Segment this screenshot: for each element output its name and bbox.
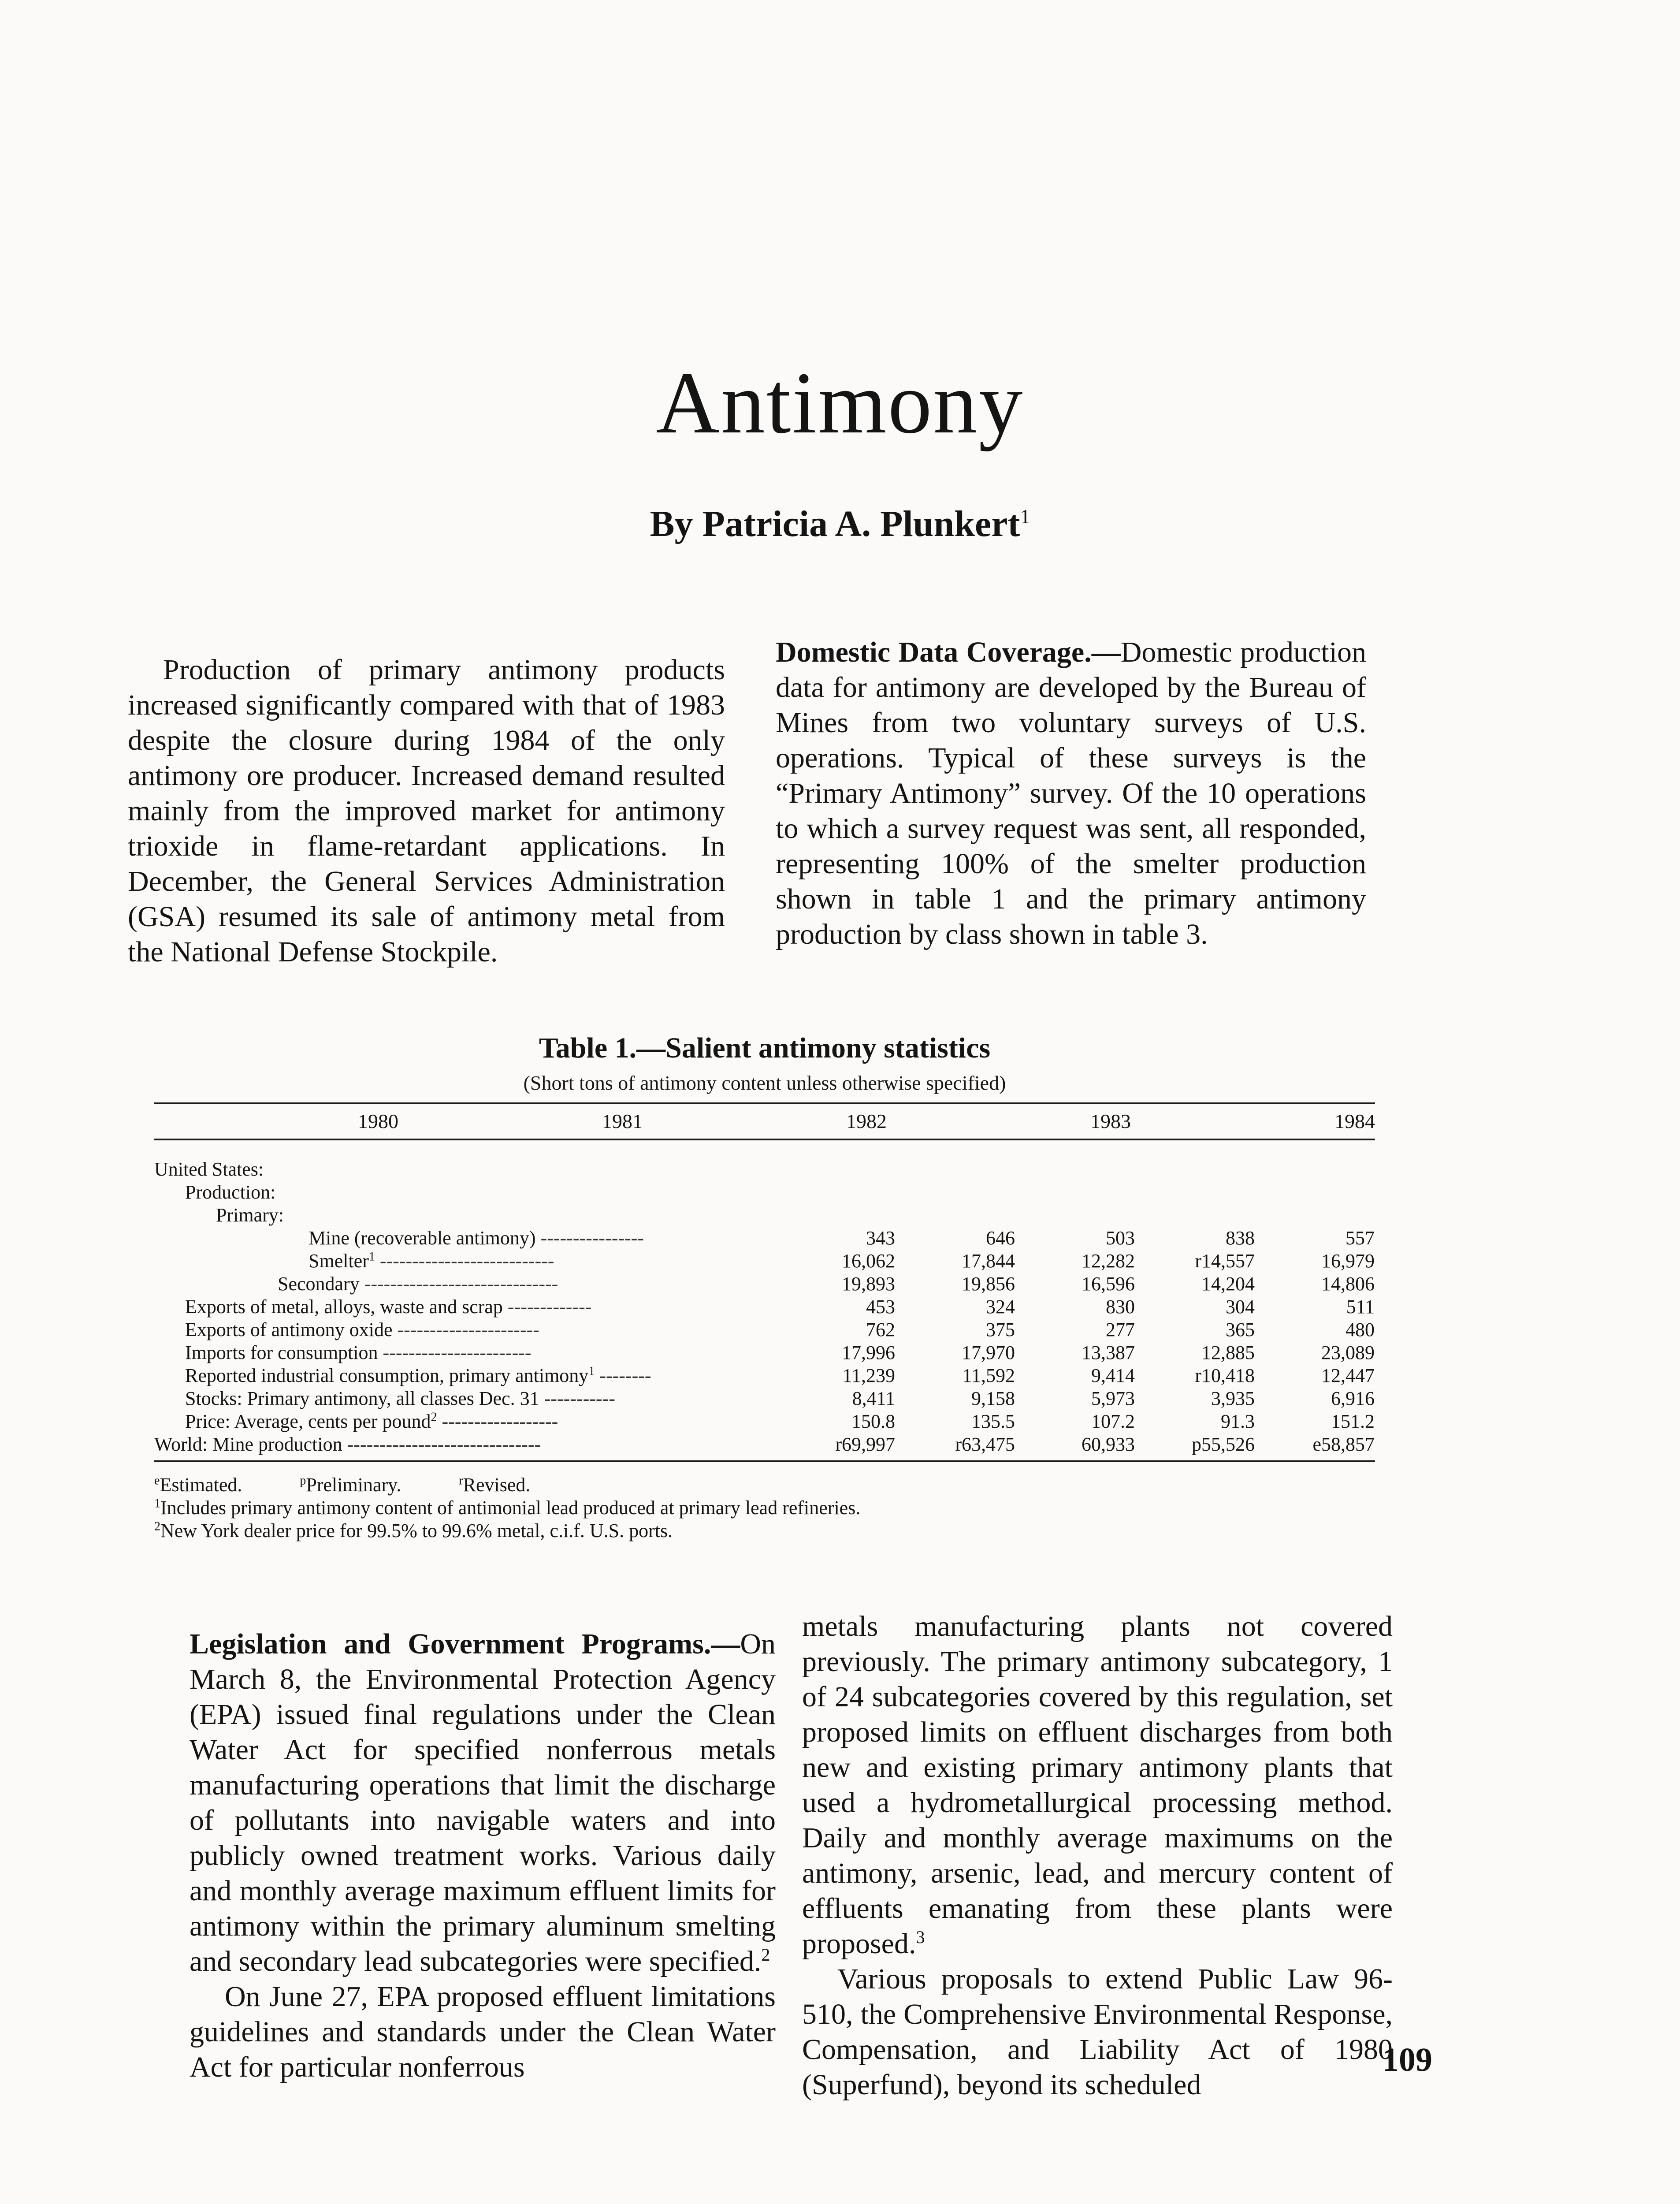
table-cell: 23,089 (1321, 1342, 1375, 1363)
row-label: Imports for consumption ----------------------- (185, 1342, 532, 1363)
table-cell: 19,893 (842, 1273, 895, 1295)
table-cell: 19,856 (962, 1273, 1015, 1295)
table-cell: r69,997 (835, 1433, 895, 1455)
year-header: 1980 (358, 1110, 398, 1132)
table-cell: 838 (1226, 1227, 1255, 1249)
table-cell: 14,806 (1321, 1273, 1375, 1295)
table-cell: 12,885 (1201, 1342, 1255, 1363)
table-cell: 8,411 (852, 1388, 895, 1409)
legend-preliminary: Preliminary. (306, 1474, 401, 1496)
footnote-2: $^2$New York dealer price for 99.5% to 99.6% metal, c.i.f. U.S. ports. (154, 1519, 673, 1541)
row-label: Stocks: Primary antimony, all classes Dec. 31 ----------- (185, 1388, 615, 1409)
table-cell: 12,282 (1082, 1250, 1135, 1272)
footnote-legend: $^e$Estimated. $^p$Preliminary. $^r$Revised. (154, 1474, 531, 1496)
footnote-marker: 3 (916, 1927, 925, 1947)
table-cell: 9,158 (971, 1388, 1015, 1409)
year-header: 1982 (846, 1110, 887, 1132)
legislation-text: On March 8, the Environmental Protection Agency (EPA) issued final regulations under the Clean Water Act for specified nonferrous metals manufacturing operations that limit the discharge of pollutants into navigable waters and into publicly owned treatment works. Various daily and monthly average maximum effluent limits for antimony within the primary aluminum smelting and secondary lead subcategories were specified. (190, 1628, 776, 1977)
table-group-row (154, 1181, 1375, 1204)
table-cell: 343 (866, 1227, 895, 1249)
byline (0, 503, 1680, 545)
table-cell: 480 (1345, 1319, 1375, 1340)
table-header-rule (154, 1139, 1375, 1140)
table-cell: 304 (1226, 1296, 1255, 1318)
table-row (154, 1387, 1375, 1410)
table-row (154, 1227, 1375, 1250)
table-row (154, 1273, 1375, 1296)
table-cell: 11,592 (962, 1365, 1015, 1386)
table-cell: 17,996 (842, 1342, 895, 1363)
table-cell: 324 (986, 1296, 1015, 1318)
table-title: Table 1.—Salient antimony statistics (539, 1032, 991, 1064)
table-row (154, 1296, 1375, 1318)
table-row (154, 1364, 1375, 1387)
intro-right-column (776, 635, 1366, 952)
table-group-row (154, 1158, 1375, 1181)
row-label: Mine (recoverable antimony) ---------------- (308, 1227, 644, 1249)
table-row (154, 1341, 1375, 1364)
legislation-left-column (190, 1627, 776, 2085)
table-cell: 453 (866, 1296, 895, 1318)
table-cell: e58,857 (1312, 1433, 1375, 1455)
legislation-heading: Legislation and Government Programs.— (190, 1628, 740, 1660)
group-label: Primary: (216, 1204, 284, 1226)
table-footnotes (154, 1474, 1375, 1542)
table-cell: 135.5 (971, 1411, 1015, 1432)
table-cell: 277 (1106, 1319, 1135, 1340)
table-cell: 150.8 (851, 1411, 895, 1432)
table-cell: 3,935 (1211, 1388, 1255, 1409)
intro-left-column (128, 652, 725, 970)
byline-footnote-marker: 1 (1020, 505, 1030, 528)
group-label: Production: (185, 1181, 276, 1203)
table-cell: 511 (1346, 1296, 1375, 1318)
table-cell: 365 (1226, 1319, 1255, 1340)
article-title: Antimony (656, 354, 1024, 452)
intro-paragraph: Production of primary antimony products increased significantly compared with that of 1983 despite the closure during 1984 of the only antimony ore producer. Increased demand resulted mainly from the improved market for antimony trioxide in flame-retardant applications. In December, the General Services Administration (GSA) resumed its sale of antimony metal from the National Defense Stockpile. (128, 654, 725, 968)
statistics-table (154, 1104, 1375, 1139)
table-row (154, 1410, 1375, 1433)
table-cell: r14,557 (1195, 1250, 1255, 1272)
table-cell: 9,414 (1091, 1365, 1135, 1386)
domestic-data-paragraph (776, 635, 1366, 952)
row-label: World: Mine production ------------------------------ (154, 1433, 541, 1455)
table-cell: 91.3 (1221, 1411, 1255, 1432)
table-cell: 503 (1106, 1227, 1135, 1249)
table-cell: 16,596 (1082, 1273, 1135, 1295)
continued-paragraph: metals manufacturing plants not covered previously. The primary antimony subcategory, 1 of 24 subcategories covered by this regulation, set proposed limits on effluent discharges from both new and existing primary antimony plants that used a hydrometallurgical processing method. Daily and monthly average maximums on the antimony, arsenic, lead, and mercury content of effluents emanating from these plants were proposed.$^3$ (802, 1610, 1393, 1960)
row-label: Exports of metal, alloys, waste and scrap ------------- (185, 1296, 592, 1318)
epa-proposal-paragraph: On June 27, EPA proposed effluent limitations guidelines and standards under the Clean Water Act for particular nonferrous (190, 1981, 776, 2083)
table-row (154, 1433, 1375, 1456)
table-cell: 14,204 (1201, 1273, 1255, 1295)
table-cell: 6,916 (1331, 1388, 1375, 1409)
statistics-body (154, 1158, 1375, 1456)
row-label: Exports of antimony oxide ---------------------- (185, 1319, 539, 1340)
footnote-marker: 2 (761, 1945, 770, 1965)
year-header: 1984 (1334, 1110, 1375, 1132)
author-name: By Patricia A. Plunkert (650, 503, 1020, 544)
table-cell: 830 (1106, 1296, 1135, 1318)
table-cell: 5,973 (1091, 1388, 1135, 1409)
row-label: Price: Average, cents per pound$^2$ ------------------ (185, 1410, 558, 1432)
footnote-1: $^1$Includes primary antimony content of antimonial lead produced at primary lead refineries. (154, 1497, 861, 1519)
table-cell: 646 (986, 1227, 1015, 1249)
table-cell: r63,475 (955, 1433, 1015, 1455)
table-cell: 11,239 (842, 1365, 895, 1386)
table-cell: p55,526 (1192, 1433, 1255, 1455)
table-cell: 16,062 (842, 1250, 895, 1272)
year-header: 1983 (1090, 1110, 1131, 1132)
legislation-right-column (802, 1609, 1393, 2103)
table-cell: 107.2 (1091, 1411, 1135, 1432)
table-row (154, 1250, 1375, 1273)
table-cell: 16,979 (1321, 1250, 1375, 1272)
year-header: 1981 (602, 1110, 643, 1132)
table-group-row (154, 1204, 1375, 1227)
table-row (154, 1318, 1375, 1341)
table-bottom-rule (154, 1460, 1375, 1462)
row-label: Secondary ------------------------------ (278, 1273, 558, 1295)
legend-revised: Revised. (463, 1474, 531, 1496)
table-cell: 12,447 (1321, 1365, 1375, 1386)
superfund-paragraph: Various proposals to extend Public Law 96-510, the Comprehensive Environmental Response, Compensation, and Liability Act of 1980 (Superfund), beyond its scheduled (802, 1963, 1393, 2101)
group-label: United States: (154, 1158, 264, 1180)
table-cell: 17,844 (962, 1250, 1015, 1272)
legend-estimated: Estimated. (160, 1474, 242, 1496)
table-cell: r10,418 (1195, 1365, 1255, 1386)
row-label: Reported industrial consumption, primary antimony$^1$ -------- (185, 1364, 651, 1386)
table-cell: 151.2 (1331, 1411, 1375, 1432)
domestic-data-heading: Domestic Data Coverage.— (776, 636, 1121, 668)
page-number: 109 (1382, 2041, 1432, 2078)
table-cell: 375 (986, 1319, 1015, 1340)
table-subtitle: (Short tons of antimony content unless otherwise specified) (523, 1072, 1006, 1094)
table-cell: 762 (866, 1319, 895, 1340)
table-cell: 60,933 (1082, 1433, 1135, 1455)
salient-statistics-table (154, 1031, 1375, 1542)
table-header-row (154, 1104, 1375, 1139)
table-cell: 557 (1345, 1227, 1375, 1249)
table-cell: 13,387 (1082, 1342, 1135, 1363)
legislation-paragraph (190, 1627, 776, 1979)
table-cell: 17,970 (962, 1342, 1015, 1363)
domestic-data-text: Domestic production data for antimony are developed by the Bureau of Mines from two voluntary surveys of U.S. operations. Typical of these surveys is the “Primary Antimony” survey. Of the 10 operations to which a survey request was sent, all responded, representing 100% of the smelter production shown in table 1 and the primary antimony production by class shown in table 3. (776, 636, 1366, 950)
row-label: Smelter$^1$ --------------------------- (308, 1250, 554, 1272)
